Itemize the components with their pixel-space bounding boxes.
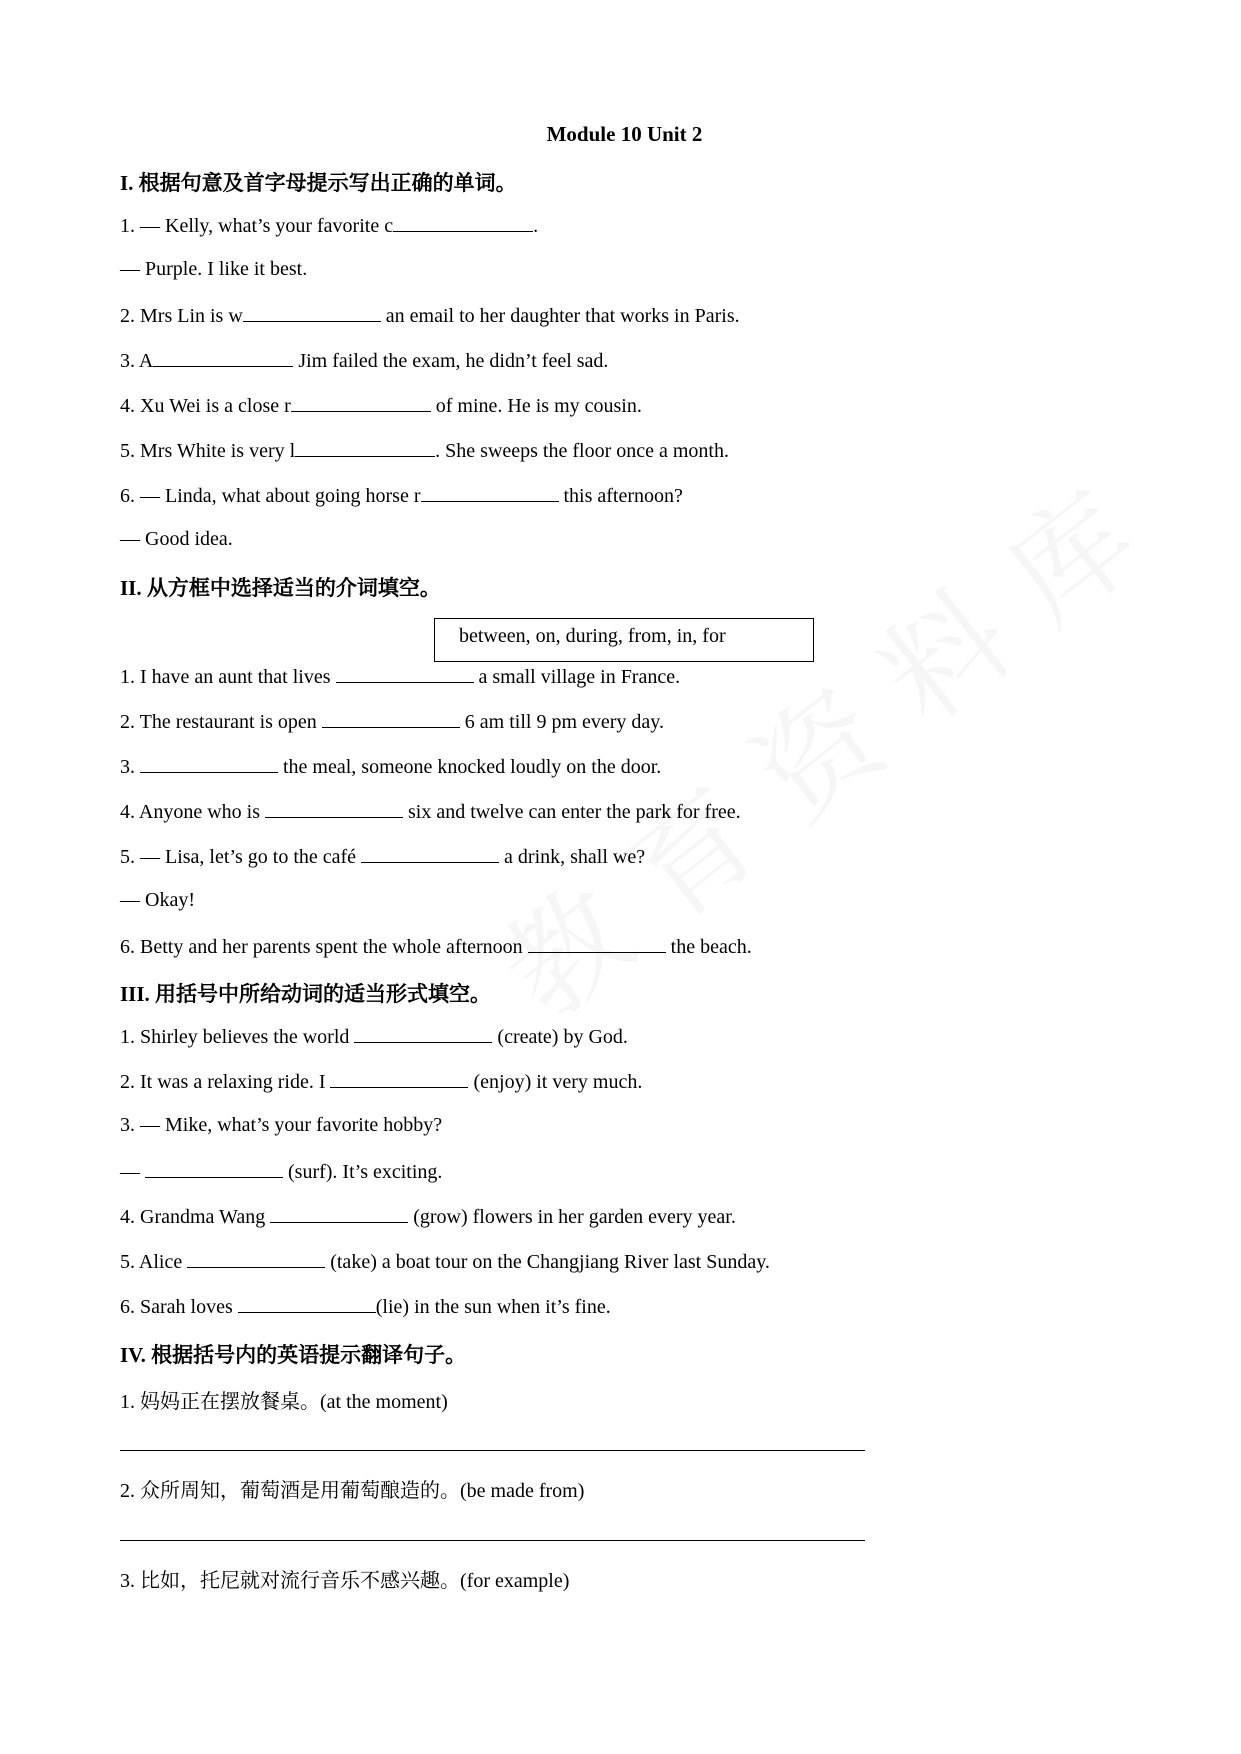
answer-blank[interactable]: [265, 799, 403, 818]
s2-q6: 6. Betty and her parents spent the whole afternoon the beach.: [120, 936, 752, 958]
s1-q4: 4. Xu Wei is a close r of mine. He is my cousin.: [120, 395, 642, 417]
s1-q1: 1. — Kelly, what’s your favorite c .: [120, 215, 539, 237]
s4-q2: 2. 众所周知，葡萄酒是用葡萄酿造的。(be made from): [120, 1480, 585, 1502]
answer-blank[interactable]: [140, 754, 278, 773]
s2-q4: 4. Anyone who is six and twelve can enter the park for free.: [120, 801, 741, 823]
answer-blank[interactable]: [270, 1204, 408, 1223]
s3-q3-reply: — (surf). It’s exciting.: [120, 1161, 443, 1183]
s1-q6: 6. — Linda, what about going horse r this afternoon?: [120, 485, 683, 507]
answer-blank[interactable]: [421, 483, 559, 502]
s1-q6-reply: — Good idea.: [120, 528, 233, 550]
s1-q3: 3. A Jim failed the exam, he didn’t feel sad.: [120, 350, 609, 372]
page-title: Module 10 Unit 2: [546, 122, 703, 146]
s2-q3: 3. the meal, someone knocked loudly on the door.: [120, 756, 662, 778]
s1-q5: 5. Mrs White is very l . She sweeps the floor once a month.: [120, 440, 729, 462]
s1-q1-reply: — Purple. I like it best.: [120, 258, 308, 280]
s2-q5-reply: — Okay!: [120, 889, 195, 911]
s3-q1: 1. Shirley believes the world (create) by God.: [120, 1026, 628, 1048]
s4-q1: 1. 妈妈正在摆放餐桌。(at the moment): [120, 1391, 448, 1413]
s4-q3: 3. 比如，托尼就对流行音乐不感兴趣。(for example): [120, 1570, 570, 1592]
s2-q2: 2. The restaurant is open 6 am till 9 pm every day.: [120, 711, 665, 733]
s2-q1: 1. I have an aunt that lives a small village in France.: [120, 666, 681, 688]
answer-blank[interactable]: [291, 393, 431, 412]
answer-blank[interactable]: [238, 1294, 376, 1313]
answer-blank[interactable]: [361, 844, 499, 863]
s1-q2: 2. Mrs Lin is w an email to her daughter that works in Paris.: [120, 305, 740, 327]
answer-blank[interactable]: [528, 934, 666, 953]
answer-blank[interactable]: [354, 1024, 492, 1043]
answer-blank[interactable]: [187, 1249, 325, 1268]
s3-q4: 4. Grandma Wang (grow) flowers in her garden every year.: [120, 1206, 736, 1228]
answer-blank[interactable]: [243, 303, 381, 322]
answer-blank[interactable]: [393, 213, 533, 232]
section-1-heading: I. 根据句意及首字母提示写出正确的单词。: [120, 171, 517, 195]
word-bank-box: between, on, during, from, in, for: [434, 618, 814, 662]
section-3-heading: III. 用括号中所给动词的适当形式填空。: [120, 982, 492, 1006]
s4-q2-answer-line[interactable]: [120, 1540, 865, 1541]
s4-q1-answer-line[interactable]: [120, 1450, 865, 1451]
answer-blank[interactable]: [330, 1069, 468, 1088]
answer-blank[interactable]: [145, 1159, 283, 1178]
s3-q2: 2. It was a relaxing ride. I (enjoy) it very much.: [120, 1071, 643, 1093]
s3-q5: 5. Alice (take) a boat tour on the Changjiang River last Sunday.: [120, 1251, 770, 1273]
answer-blank[interactable]: [336, 664, 474, 683]
answer-blank[interactable]: [295, 438, 435, 457]
s3-q3: 3. — Mike, what’s your favorite hobby?: [120, 1114, 443, 1136]
section-2-heading: II. 从方框中选择适当的介词填空。: [120, 576, 441, 600]
s2-q5: 5. — Lisa, let’s go to the café a drink, shall we?: [120, 846, 646, 868]
section-4-heading: IV. 根据括号内的英语提示翻译句子。: [120, 1343, 467, 1367]
answer-blank[interactable]: [153, 348, 293, 367]
s3-q6: 6. Sarah loves (lie) in the sun when it’s fine.: [120, 1296, 611, 1318]
answer-blank[interactable]: [322, 709, 460, 728]
